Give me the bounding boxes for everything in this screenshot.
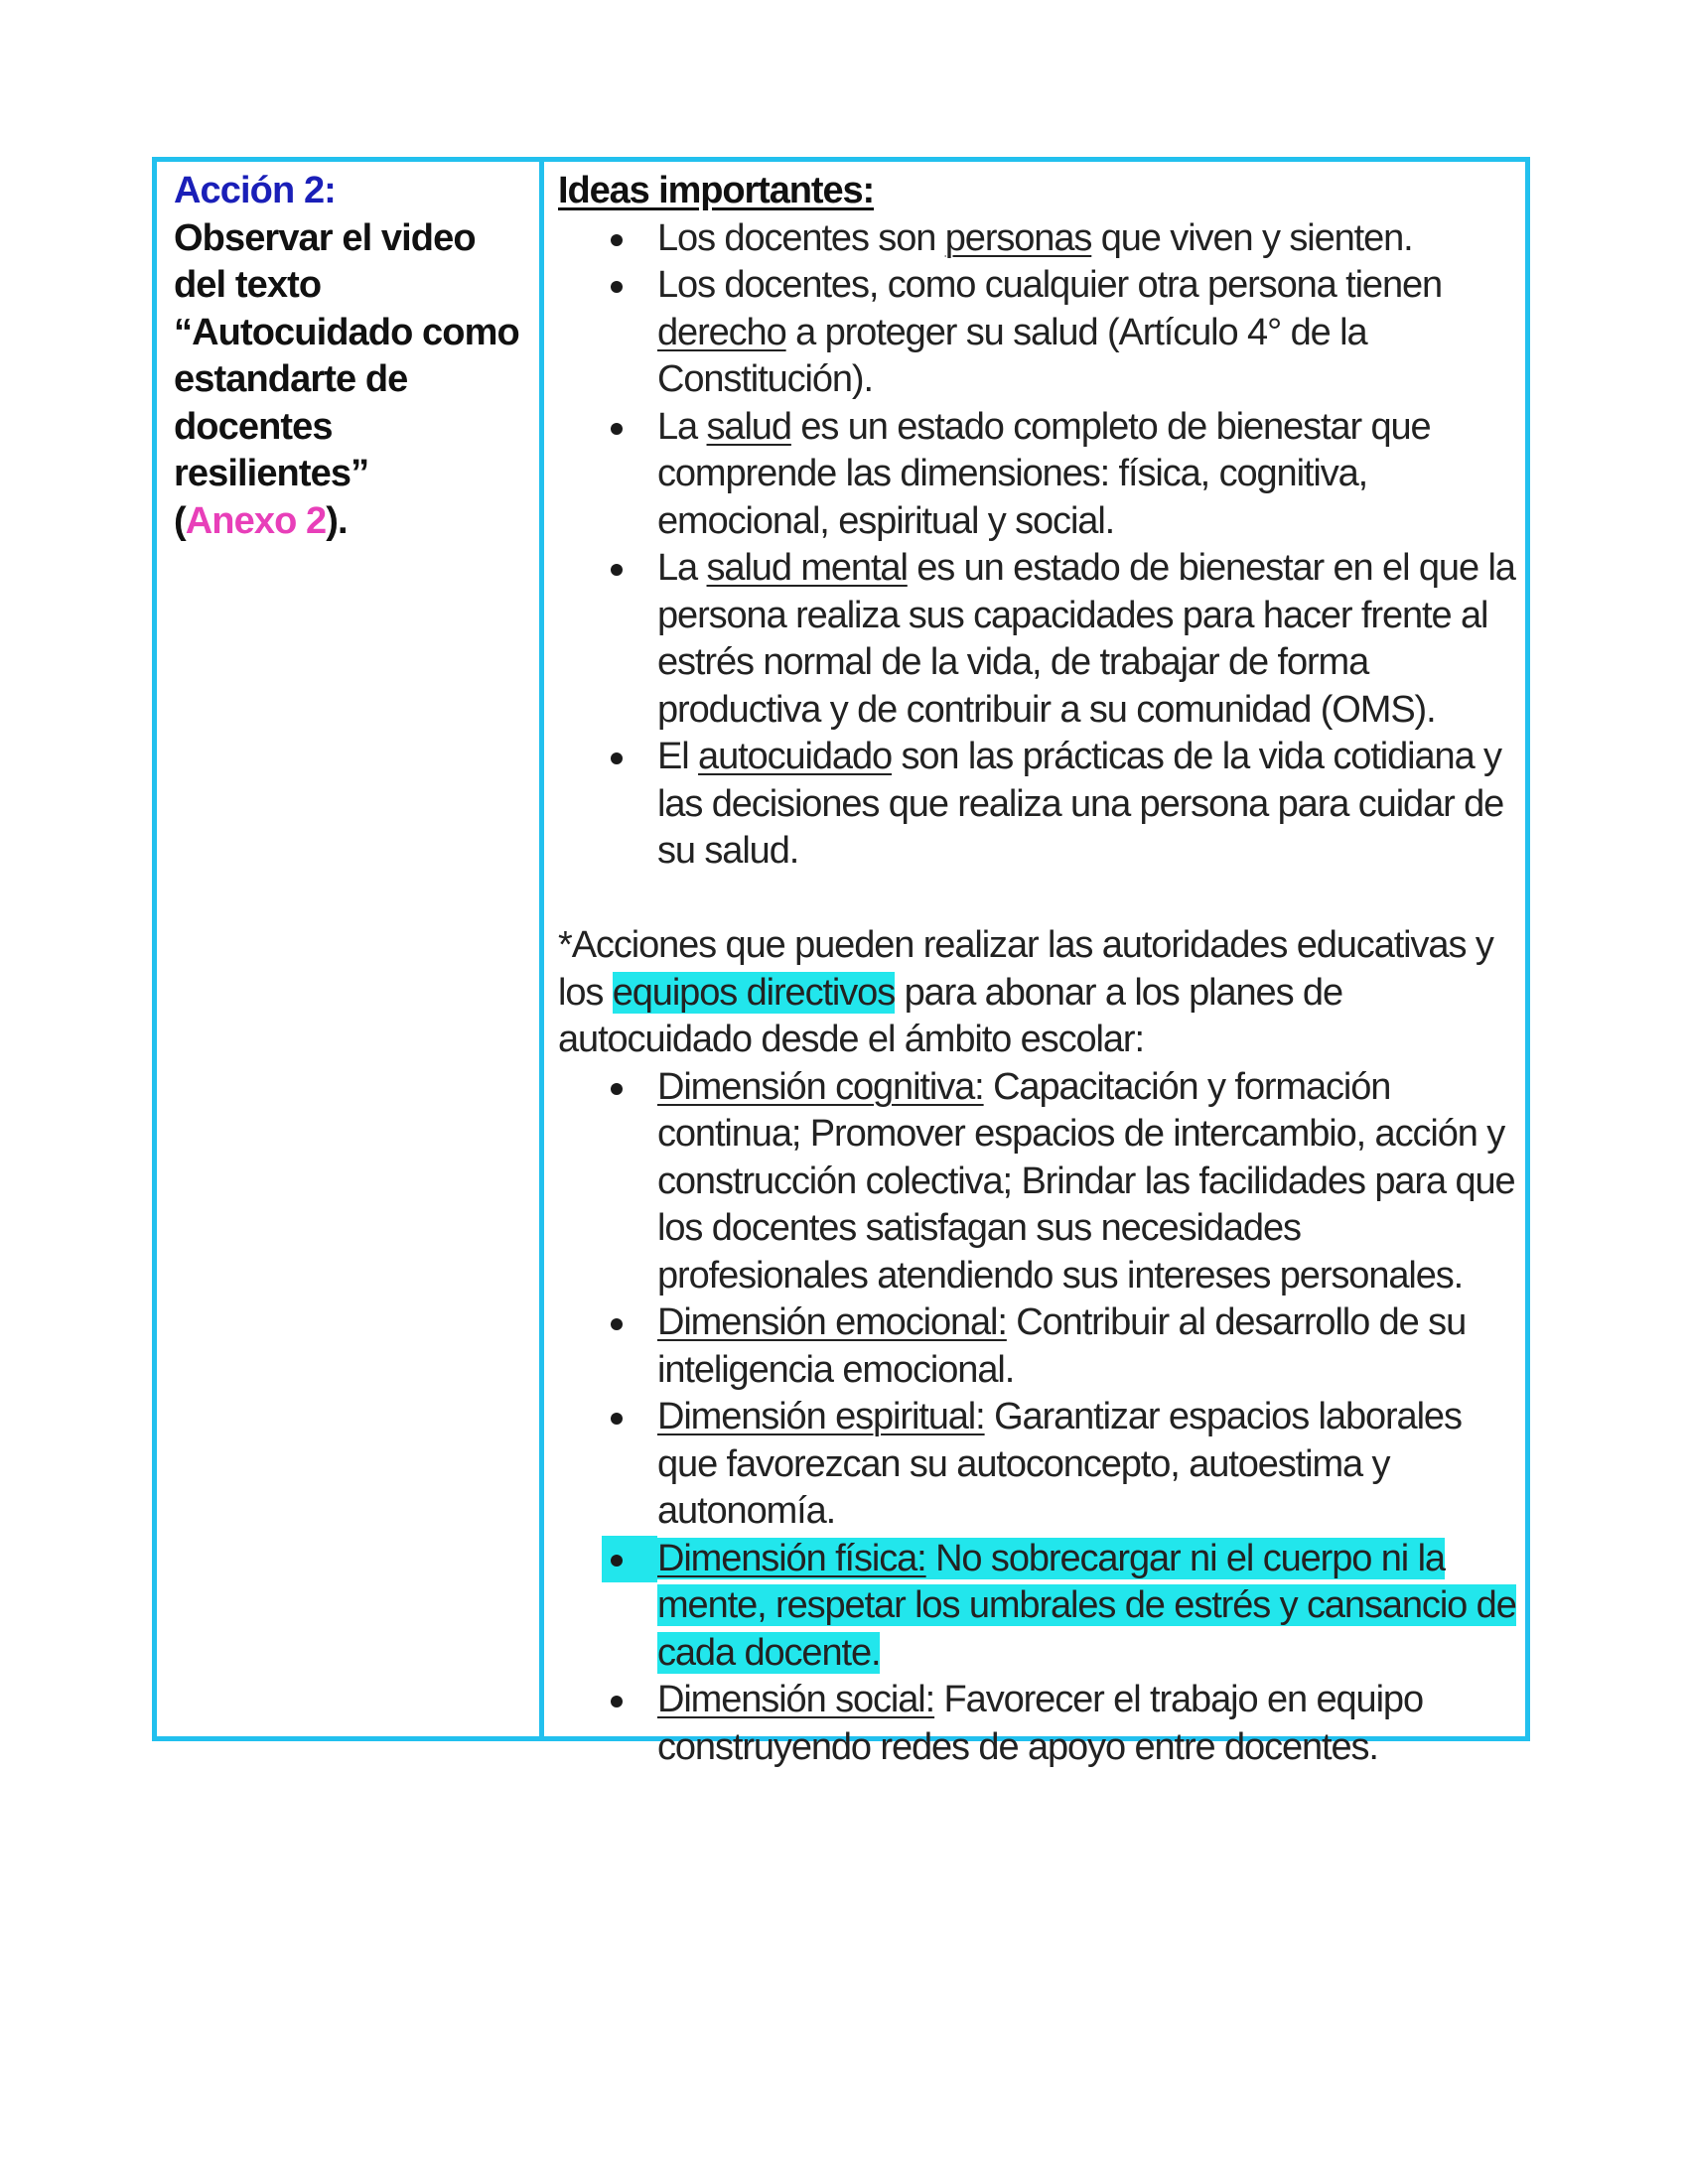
bullet-icon: [611, 1083, 623, 1095]
key-term: personas: [944, 216, 1092, 259]
list-item: Los docentes son personas que viven y sienten.: [558, 215, 1519, 263]
dimension-label: Dimensión física:: [657, 1537, 926, 1579]
bullet-icon: [611, 752, 623, 764]
annex-close: ).: [326, 499, 348, 542]
bullet-icon: [611, 281, 623, 293]
bullet-icon: [611, 1318, 623, 1330]
bullet-icon: [611, 234, 623, 246]
key-term: salud: [706, 405, 791, 448]
bullet-icon: [611, 423, 623, 435]
dimension-label: Dimensión espiritual:: [657, 1396, 985, 1437]
action-description: [174, 168, 531, 545]
dimension-label: Dimensión social:: [657, 1679, 935, 1720]
ideas-list: [558, 215, 1519, 876]
annex-open-paren: (: [174, 499, 186, 542]
action-text: Observar el video del texto “Autocuidado como estandarte de docentes resilientes”: [174, 216, 519, 494]
list-item-highlighted: Dimensión física: No sobrecargar ni el cuerpo ni la mente, respetar los umbrales de estrés y cansancio de cada docente.: [558, 1536, 1519, 1678]
key-term: salud mental: [706, 547, 908, 589]
action-label: Acción 2:: [174, 170, 336, 211]
bullet-icon: [611, 1555, 623, 1567]
ideas-heading: Ideas importantes:: [558, 170, 875, 211]
annex-link[interactable]: Anexo 2: [185, 499, 327, 542]
actions-intro: *Acciones que pueden realizar las autoridades educativas y los equipos directivos para abonar a los planes de autocuidado desde el ámbito escolar:: [558, 924, 1493, 1060]
dimensions-list: [558, 1064, 1519, 1772]
list-item: Dimensión espiritual: Garantizar espacios laborales que favorezcan su autoconcepto, autoestima y autonomía.: [558, 1394, 1519, 1536]
bullet-icon: [611, 564, 623, 576]
list-item: Dimensión social: Favorecer el trabajo en equipo construyendo redes de apoyo entre docentes.: [558, 1677, 1519, 1771]
ideas-cell: [544, 162, 1525, 1768]
action-cell: [157, 162, 544, 1736]
key-term: derecho: [657, 311, 786, 353]
list-item: Dimensión emocional: Contribuir al desarrollo de su inteligencia emocional.: [558, 1299, 1519, 1394]
bullet-icon: [611, 1413, 623, 1425]
key-term: autocuidado: [698, 736, 893, 777]
bullet-icon: [611, 1696, 623, 1707]
list-item: El autocuidado son las prácticas de la vida cotidiana y las decisiones que realiza una persona para cuidar de su salud.: [558, 734, 1519, 876]
dimension-label: Dimensión cognitiva:: [657, 1065, 984, 1108]
list-item: Los docentes, como cualquier otra persona tienen derecho a proteger su salud (Artículo 4° de la Constitución).: [558, 262, 1519, 404]
activity-table: [152, 157, 1530, 1768]
dimension-label: Dimensión emocional:: [657, 1301, 1007, 1343]
highlighted-text: equipos directivos: [612, 971, 896, 1014]
list-item: Dimensión cognitiva: Capacitación y formación continua; Promover espacios de intercambio, acción y construcción colectiva; Brindar las facilidades para que los docentes satisfagan sus necesidades profesionales atendiendo sus intereses personales.: [558, 1064, 1519, 1300]
list-item: La salud es un estado completo de bienestar que comprende las dimensiones: física, cognitiva, emocional, espiritual y social.: [558, 404, 1519, 546]
list-item: La salud mental es un estado de bienestar en el que la persona realiza sus capacidades para hacer frente al estrés normal de la vida, de trabajar de forma productiva y de contribuir a su comunidad (OMS).: [558, 545, 1519, 734]
